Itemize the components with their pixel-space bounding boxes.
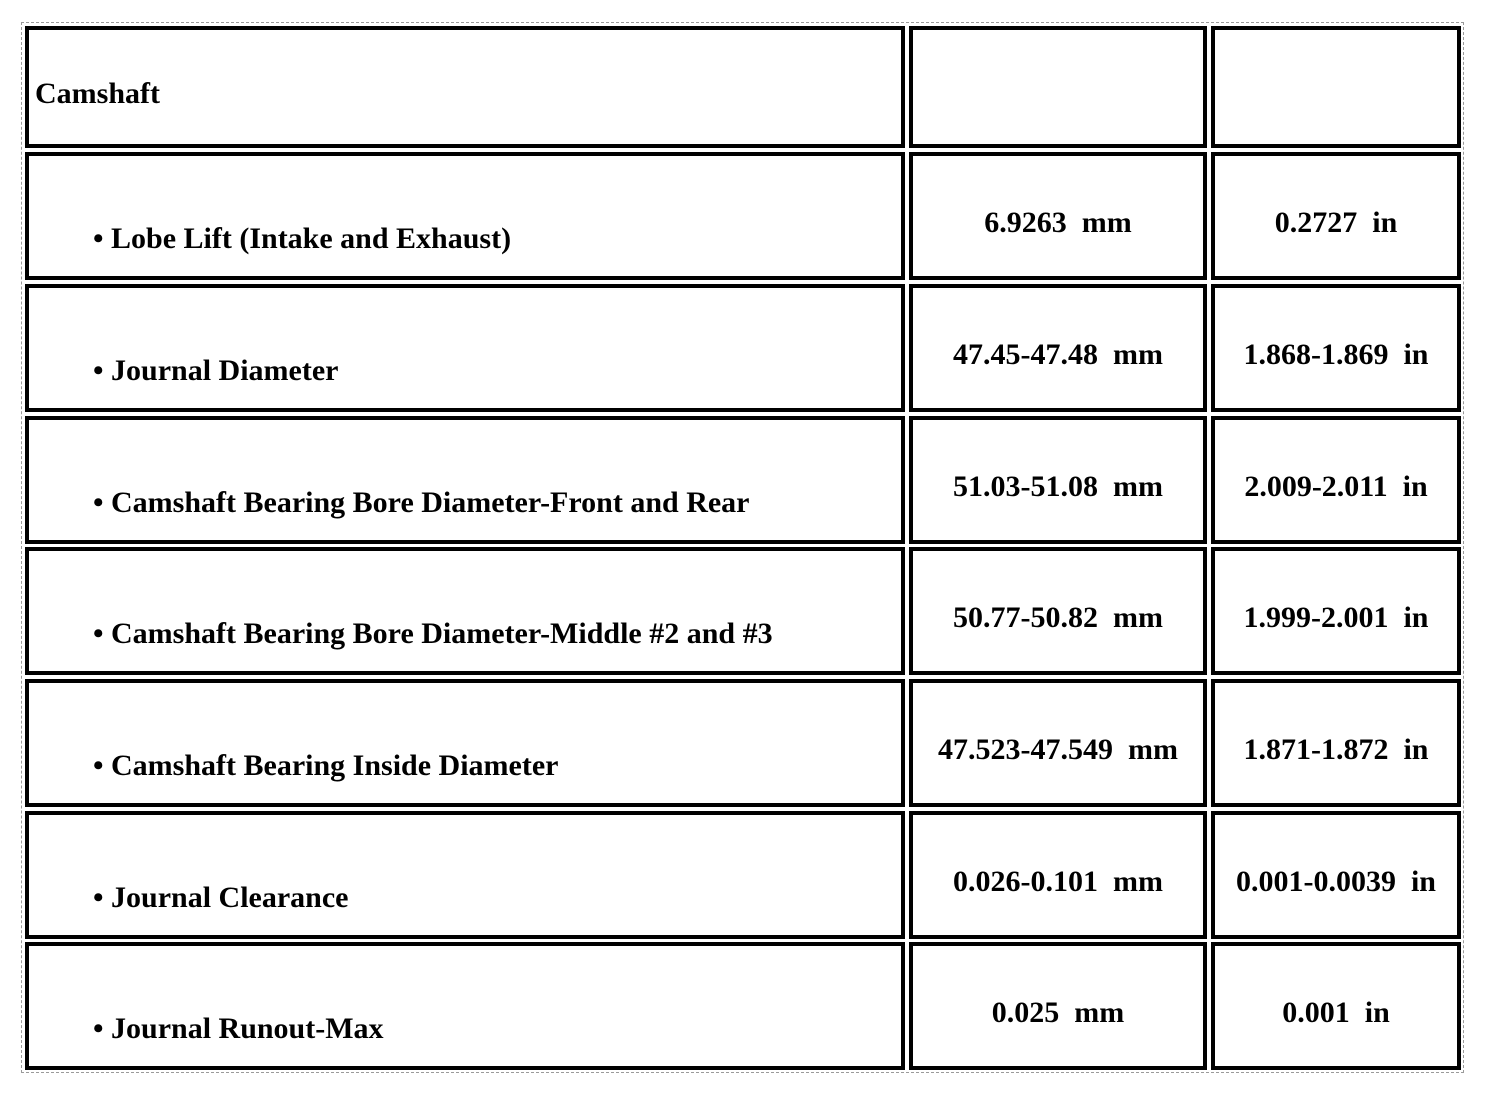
imperial-value: 0.001 in bbox=[1282, 996, 1390, 1029]
header-cell-label bbox=[25, 26, 905, 148]
row-imperial-cell bbox=[1211, 284, 1461, 412]
row-label-cell bbox=[25, 416, 905, 544]
imperial-value: 2.009-2.011 in bbox=[1244, 470, 1428, 503]
spec-label: • Journal Diameter bbox=[93, 354, 339, 387]
row-metric-cell bbox=[909, 942, 1207, 1070]
metric-value: 50.77-50.82 mm bbox=[953, 601, 1163, 634]
row-imperial-cell bbox=[1211, 152, 1461, 280]
header-cell-metric bbox=[909, 26, 1207, 148]
row-label-cell bbox=[25, 284, 905, 412]
row-imperial-cell bbox=[1211, 811, 1461, 939]
metric-value: 0.026-0.101 mm bbox=[953, 865, 1163, 898]
metric-value: 47.45-47.48 mm bbox=[953, 338, 1163, 371]
row-label-cell bbox=[25, 679, 905, 807]
row-metric-cell bbox=[909, 416, 1207, 544]
imperial-value: 1.999-2.001 in bbox=[1243, 601, 1429, 634]
row-metric-cell bbox=[909, 547, 1207, 675]
row-label-cell bbox=[25, 942, 905, 1070]
imperial-value: 0.2727 in bbox=[1274, 206, 1398, 239]
row-metric-cell bbox=[909, 679, 1207, 807]
row-imperial-cell bbox=[1211, 547, 1461, 675]
metric-value: 6.9263 mm bbox=[984, 206, 1132, 239]
row-metric-cell bbox=[909, 811, 1207, 939]
row-metric-cell bbox=[909, 152, 1207, 280]
row-label-cell bbox=[25, 547, 905, 675]
header-cell-imperial bbox=[1211, 26, 1461, 148]
spec-label: • Lobe Lift (Intake and Exhaust) bbox=[93, 222, 512, 255]
imperial-value: 1.871-1.872 in bbox=[1243, 733, 1429, 766]
row-metric-cell bbox=[909, 284, 1207, 412]
row-imperial-cell bbox=[1211, 942, 1461, 1070]
spec-label: • Camshaft Bearing Bore Diameter-Front and Rear bbox=[93, 486, 750, 519]
spec-label: • Camshaft Bearing Bore Diameter-Middle #2 and #3 bbox=[93, 617, 773, 650]
row-imperial-cell bbox=[1211, 679, 1461, 807]
spec-label: • Journal Clearance bbox=[93, 881, 349, 914]
row-imperial-cell bbox=[1211, 416, 1461, 544]
spec-label: • Journal Runout-Max bbox=[93, 1012, 384, 1045]
imperial-value: 1.868-1.869 in bbox=[1243, 338, 1429, 371]
metric-value: 0.025 mm bbox=[991, 996, 1125, 1029]
spec-label: • Camshaft Bearing Inside Diameter bbox=[93, 749, 559, 782]
row-label-cell bbox=[25, 811, 905, 939]
table-title: Camshaft bbox=[35, 77, 160, 110]
imperial-value: 0.001-0.0039 in bbox=[1235, 865, 1436, 898]
metric-value: 47.523-47.549 mm bbox=[938, 733, 1178, 766]
row-label-cell bbox=[25, 152, 905, 280]
metric-value: 51.03-51.08 mm bbox=[953, 470, 1163, 503]
